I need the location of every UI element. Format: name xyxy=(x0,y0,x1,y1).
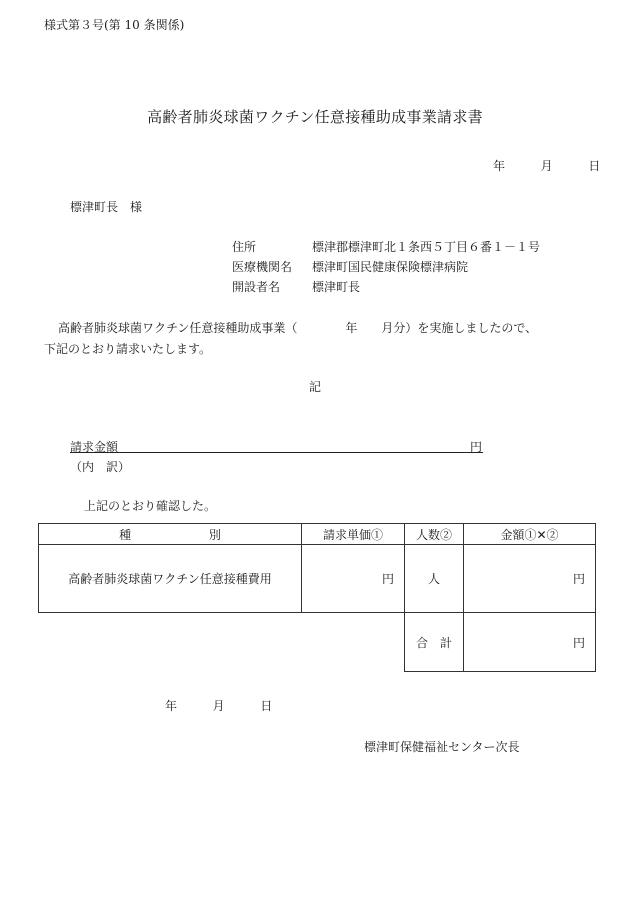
header-kind-b: 別 xyxy=(208,527,221,542)
signer-title: 標津町保健福祉センター次長 xyxy=(364,740,520,754)
row-unit-price: 円 xyxy=(302,545,405,613)
addressee: 標津町長 様 xyxy=(70,200,143,214)
breakdown-label: （内 訳） xyxy=(70,460,131,474)
document-title: 高齢者肺炎球菌ワクチン任意接種助成事業請求書 xyxy=(147,108,483,126)
claim-amount-line xyxy=(70,452,483,453)
bottom-date-month: 月 xyxy=(212,699,225,713)
issue-date xyxy=(493,157,600,174)
address-label: 住所 xyxy=(232,240,257,254)
row-amount: 円 xyxy=(464,545,596,613)
header-kind-a: 種 xyxy=(119,527,132,542)
form-number: 様式第３号(第 10 条関係) xyxy=(44,18,185,32)
header-unit-price: 請求単価① xyxy=(302,524,405,545)
header-count: 人数② xyxy=(405,524,464,545)
total-label: 合 計 xyxy=(405,613,464,672)
claim-amount-label: 請求金額 xyxy=(70,440,119,454)
bottom-date-day: 日 xyxy=(260,699,273,713)
founder-label: 開設者名 xyxy=(232,280,281,294)
row-count: 人 xyxy=(405,545,464,613)
date-month: 月 xyxy=(540,159,553,173)
ki-heading: 記 xyxy=(308,380,321,394)
claim-table xyxy=(38,523,596,672)
table-row xyxy=(39,545,596,613)
confirmation-text: 上記のとおり確認した。 xyxy=(84,499,217,513)
confirmation-date xyxy=(165,697,272,714)
header-kind xyxy=(39,524,302,545)
body-text-line-1: 高齢者肺炎球菌ワクチン任意接種助成事業（ 年 月分）を実施しましたので、 xyxy=(58,321,538,335)
table-header-row xyxy=(39,524,596,545)
date-day: 日 xyxy=(588,159,601,173)
bottom-date-year: 年 xyxy=(165,699,178,713)
body-text-line-2: 下記のとおり請求いたします。 xyxy=(44,342,212,356)
founder-value: 標津町長 xyxy=(312,280,361,294)
row-kind: 高齢者肺炎球菌ワクチン任意接種費用 xyxy=(39,545,302,613)
total-row xyxy=(39,613,596,672)
header-amount: 金額①✕② xyxy=(464,524,596,545)
claim-amount-yen: 円 xyxy=(470,440,483,454)
total-amount: 円 xyxy=(464,613,596,672)
date-year: 年 xyxy=(493,159,506,173)
address-value: 標津郡標津町北１条西５丁目６番１－１号 xyxy=(312,240,541,254)
institution-value: 標津町国民健康保険標津病院 xyxy=(312,260,469,274)
institution-label: 医療機関名 xyxy=(232,260,293,274)
